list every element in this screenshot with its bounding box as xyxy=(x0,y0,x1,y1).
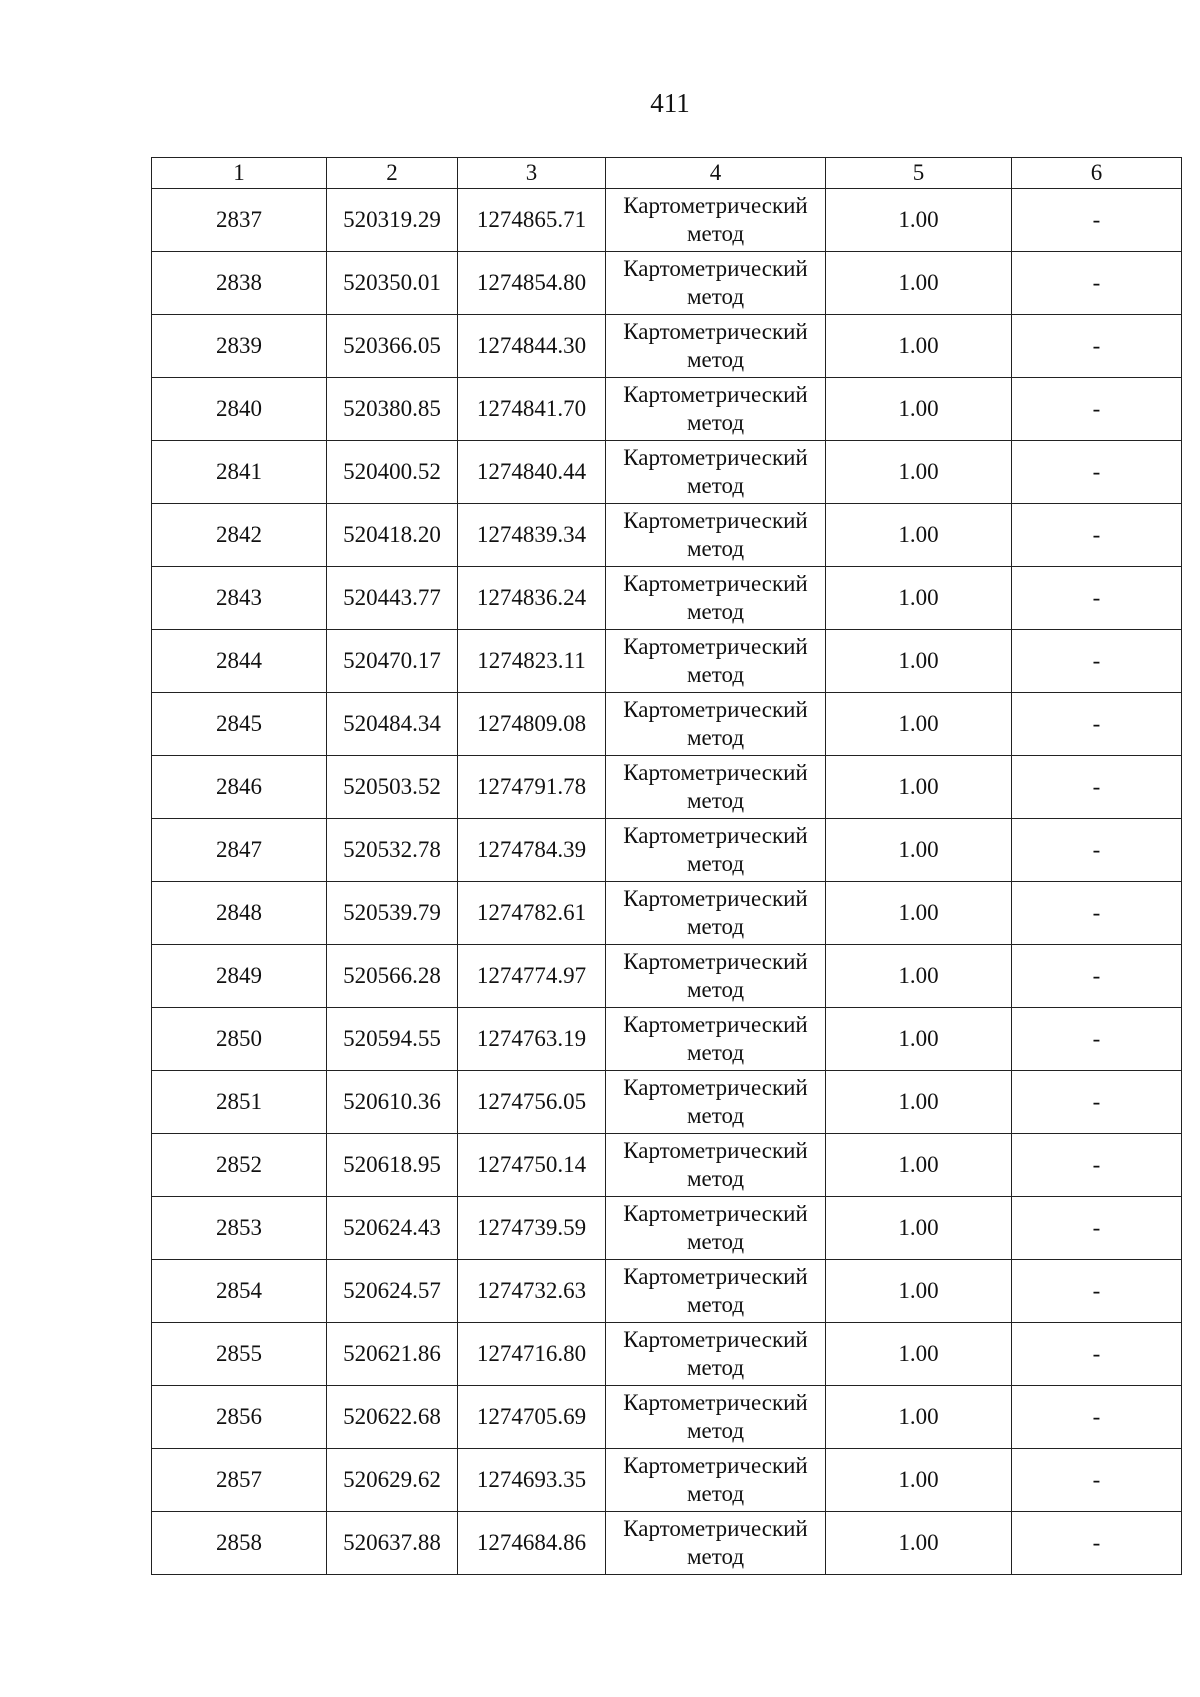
accuracy-cell: 1.00 xyxy=(826,1071,1012,1134)
point-number-cell: 2855 xyxy=(152,1323,327,1386)
y-coordinate-cell: 1274705.69 xyxy=(458,1386,606,1449)
y-coordinate-cell: 1274841.70 xyxy=(458,378,606,441)
y-coordinate-cell: 1274836.24 xyxy=(458,567,606,630)
table-row xyxy=(152,882,1182,945)
table-row xyxy=(152,1197,1182,1260)
point-number-cell: 2851 xyxy=(152,1071,327,1134)
accuracy-cell: 1.00 xyxy=(826,1323,1012,1386)
method-cell: Картометрический метод xyxy=(606,630,826,693)
column-header-5: 5 xyxy=(826,158,1012,189)
column-header-1: 1 xyxy=(152,158,327,189)
note-cell: - xyxy=(1012,252,1182,315)
method-cell: Картометрический метод xyxy=(606,1323,826,1386)
point-number-cell: 2837 xyxy=(152,189,327,252)
table-header-row xyxy=(152,158,1182,189)
y-coordinate-cell: 1274809.08 xyxy=(458,693,606,756)
accuracy-cell: 1.00 xyxy=(826,1512,1012,1575)
point-number-cell: 2852 xyxy=(152,1134,327,1197)
x-coordinate-cell: 520539.79 xyxy=(327,882,458,945)
y-coordinate-cell: 1274684.86 xyxy=(458,1512,606,1575)
table-row xyxy=(152,630,1182,693)
method-cell: Картометрический метод xyxy=(606,756,826,819)
accuracy-cell: 1.00 xyxy=(826,693,1012,756)
note-cell: - xyxy=(1012,567,1182,630)
point-number-cell: 2840 xyxy=(152,378,327,441)
note-cell: - xyxy=(1012,1134,1182,1197)
accuracy-cell: 1.00 xyxy=(826,819,1012,882)
table-row xyxy=(152,504,1182,567)
point-number-cell: 2842 xyxy=(152,504,327,567)
y-coordinate-cell: 1274750.14 xyxy=(458,1134,606,1197)
y-coordinate-cell: 1274739.59 xyxy=(458,1197,606,1260)
accuracy-cell: 1.00 xyxy=(826,504,1012,567)
x-coordinate-cell: 520629.62 xyxy=(327,1449,458,1512)
accuracy-cell: 1.00 xyxy=(826,945,1012,1008)
table-row xyxy=(152,1134,1182,1197)
y-coordinate-cell: 1274774.97 xyxy=(458,945,606,1008)
method-cell: Картометрический метод xyxy=(606,819,826,882)
accuracy-cell: 1.00 xyxy=(826,189,1012,252)
x-coordinate-cell: 520594.55 xyxy=(327,1008,458,1071)
point-number-cell: 2841 xyxy=(152,441,327,504)
method-cell: Картометрический метод xyxy=(606,693,826,756)
table-row xyxy=(152,1323,1182,1386)
table-row xyxy=(152,693,1182,756)
accuracy-cell: 1.00 xyxy=(826,252,1012,315)
accuracy-cell: 1.00 xyxy=(826,378,1012,441)
accuracy-cell: 1.00 xyxy=(826,567,1012,630)
x-coordinate-cell: 520418.20 xyxy=(327,504,458,567)
y-coordinate-cell: 1274782.61 xyxy=(458,882,606,945)
note-cell: - xyxy=(1012,315,1182,378)
table-row xyxy=(152,1449,1182,1512)
y-coordinate-cell: 1274693.35 xyxy=(458,1449,606,1512)
column-header-3: 3 xyxy=(458,158,606,189)
table-row xyxy=(152,1008,1182,1071)
point-number-cell: 2857 xyxy=(152,1449,327,1512)
accuracy-cell: 1.00 xyxy=(826,1260,1012,1323)
x-coordinate-cell: 520484.34 xyxy=(327,693,458,756)
accuracy-cell: 1.00 xyxy=(826,1449,1012,1512)
method-cell: Картометрический метод xyxy=(606,1197,826,1260)
y-coordinate-cell: 1274732.63 xyxy=(458,1260,606,1323)
method-cell: Картометрический метод xyxy=(606,252,826,315)
table-row xyxy=(152,819,1182,882)
method-cell: Картометрический метод xyxy=(606,945,826,1008)
point-number-cell: 2854 xyxy=(152,1260,327,1323)
y-coordinate-cell: 1274784.39 xyxy=(458,819,606,882)
method-cell: Картометрический метод xyxy=(606,1071,826,1134)
note-cell: - xyxy=(1012,378,1182,441)
method-cell: Картометрический метод xyxy=(606,1008,826,1071)
note-cell: - xyxy=(1012,1008,1182,1071)
table-row xyxy=(152,189,1182,252)
method-cell: Картометрический метод xyxy=(606,189,826,252)
accuracy-cell: 1.00 xyxy=(826,1386,1012,1449)
y-coordinate-cell: 1274865.71 xyxy=(458,189,606,252)
column-header-6: 6 xyxy=(1012,158,1182,189)
y-coordinate-cell: 1274791.78 xyxy=(458,756,606,819)
table-row xyxy=(152,1386,1182,1449)
accuracy-cell: 1.00 xyxy=(826,756,1012,819)
accuracy-cell: 1.00 xyxy=(826,1197,1012,1260)
method-cell: Картометрический метод xyxy=(606,378,826,441)
method-cell: Картометрический метод xyxy=(606,882,826,945)
accuracy-cell: 1.00 xyxy=(826,630,1012,693)
note-cell: - xyxy=(1012,1260,1182,1323)
y-coordinate-cell: 1274840.44 xyxy=(458,441,606,504)
accuracy-cell: 1.00 xyxy=(826,882,1012,945)
table-row xyxy=(152,1071,1182,1134)
x-coordinate-cell: 520610.36 xyxy=(327,1071,458,1134)
point-number-cell: 2856 xyxy=(152,1386,327,1449)
accuracy-cell: 1.00 xyxy=(826,1008,1012,1071)
method-cell: Картометрический метод xyxy=(606,315,826,378)
note-cell: - xyxy=(1012,693,1182,756)
y-coordinate-cell: 1274763.19 xyxy=(458,1008,606,1071)
y-coordinate-cell: 1274716.80 xyxy=(458,1323,606,1386)
note-cell: - xyxy=(1012,756,1182,819)
x-coordinate-cell: 520470.17 xyxy=(327,630,458,693)
x-coordinate-cell: 520637.88 xyxy=(327,1512,458,1575)
table-row xyxy=(152,567,1182,630)
table-row xyxy=(152,441,1182,504)
column-header-4: 4 xyxy=(606,158,826,189)
table-row xyxy=(152,1260,1182,1323)
note-cell: - xyxy=(1012,945,1182,1008)
x-coordinate-cell: 520443.77 xyxy=(327,567,458,630)
x-coordinate-cell: 520624.57 xyxy=(327,1260,458,1323)
note-cell: - xyxy=(1012,1071,1182,1134)
coordinates-table xyxy=(151,157,1182,1575)
y-coordinate-cell: 1274839.34 xyxy=(458,504,606,567)
method-cell: Картометрический метод xyxy=(606,504,826,567)
note-cell: - xyxy=(1012,819,1182,882)
point-number-cell: 2848 xyxy=(152,882,327,945)
x-coordinate-cell: 520566.28 xyxy=(327,945,458,1008)
note-cell: - xyxy=(1012,441,1182,504)
table-row xyxy=(152,252,1182,315)
table-row xyxy=(152,756,1182,819)
x-coordinate-cell: 520503.52 xyxy=(327,756,458,819)
table-row xyxy=(152,315,1182,378)
x-coordinate-cell: 520532.78 xyxy=(327,819,458,882)
y-coordinate-cell: 1274823.11 xyxy=(458,630,606,693)
point-number-cell: 2853 xyxy=(152,1197,327,1260)
method-cell: Картометрический метод xyxy=(606,1386,826,1449)
y-coordinate-cell: 1274854.80 xyxy=(458,252,606,315)
x-coordinate-cell: 520319.29 xyxy=(327,189,458,252)
method-cell: Картометрический метод xyxy=(606,441,826,504)
note-cell: - xyxy=(1012,1197,1182,1260)
x-coordinate-cell: 520618.95 xyxy=(327,1134,458,1197)
table-row xyxy=(152,378,1182,441)
method-cell: Картометрический метод xyxy=(606,567,826,630)
note-cell: - xyxy=(1012,1512,1182,1575)
accuracy-cell: 1.00 xyxy=(826,441,1012,504)
y-coordinate-cell: 1274756.05 xyxy=(458,1071,606,1134)
accuracy-cell: 1.00 xyxy=(826,1134,1012,1197)
x-coordinate-cell: 520350.01 xyxy=(327,252,458,315)
table-row xyxy=(152,945,1182,1008)
x-coordinate-cell: 520380.85 xyxy=(327,378,458,441)
point-number-cell: 2847 xyxy=(152,819,327,882)
method-cell: Картометрический метод xyxy=(606,1260,826,1323)
note-cell: - xyxy=(1012,1449,1182,1512)
note-cell: - xyxy=(1012,504,1182,567)
note-cell: - xyxy=(1012,1323,1182,1386)
method-cell: Картометрический метод xyxy=(606,1512,826,1575)
table-body xyxy=(152,189,1182,1575)
note-cell: - xyxy=(1012,630,1182,693)
point-number-cell: 2845 xyxy=(152,693,327,756)
x-coordinate-cell: 520621.86 xyxy=(327,1323,458,1386)
x-coordinate-cell: 520366.05 xyxy=(327,315,458,378)
note-cell: - xyxy=(1012,882,1182,945)
point-number-cell: 2846 xyxy=(152,756,327,819)
x-coordinate-cell: 520400.52 xyxy=(327,441,458,504)
column-header-2: 2 xyxy=(327,158,458,189)
x-coordinate-cell: 520624.43 xyxy=(327,1197,458,1260)
method-cell: Картометрический метод xyxy=(606,1449,826,1512)
point-number-cell: 2838 xyxy=(152,252,327,315)
y-coordinate-cell: 1274844.30 xyxy=(458,315,606,378)
point-number-cell: 2844 xyxy=(152,630,327,693)
point-number-cell: 2858 xyxy=(152,1512,327,1575)
note-cell: - xyxy=(1012,189,1182,252)
accuracy-cell: 1.00 xyxy=(826,315,1012,378)
x-coordinate-cell: 520622.68 xyxy=(327,1386,458,1449)
point-number-cell: 2843 xyxy=(152,567,327,630)
table-row xyxy=(152,1512,1182,1575)
page-number: 411 xyxy=(650,88,690,118)
point-number-cell: 2850 xyxy=(152,1008,327,1071)
point-number-cell: 2839 xyxy=(152,315,327,378)
point-number-cell: 2849 xyxy=(152,945,327,1008)
method-cell: Картометрический метод xyxy=(606,1134,826,1197)
note-cell: - xyxy=(1012,1386,1182,1449)
